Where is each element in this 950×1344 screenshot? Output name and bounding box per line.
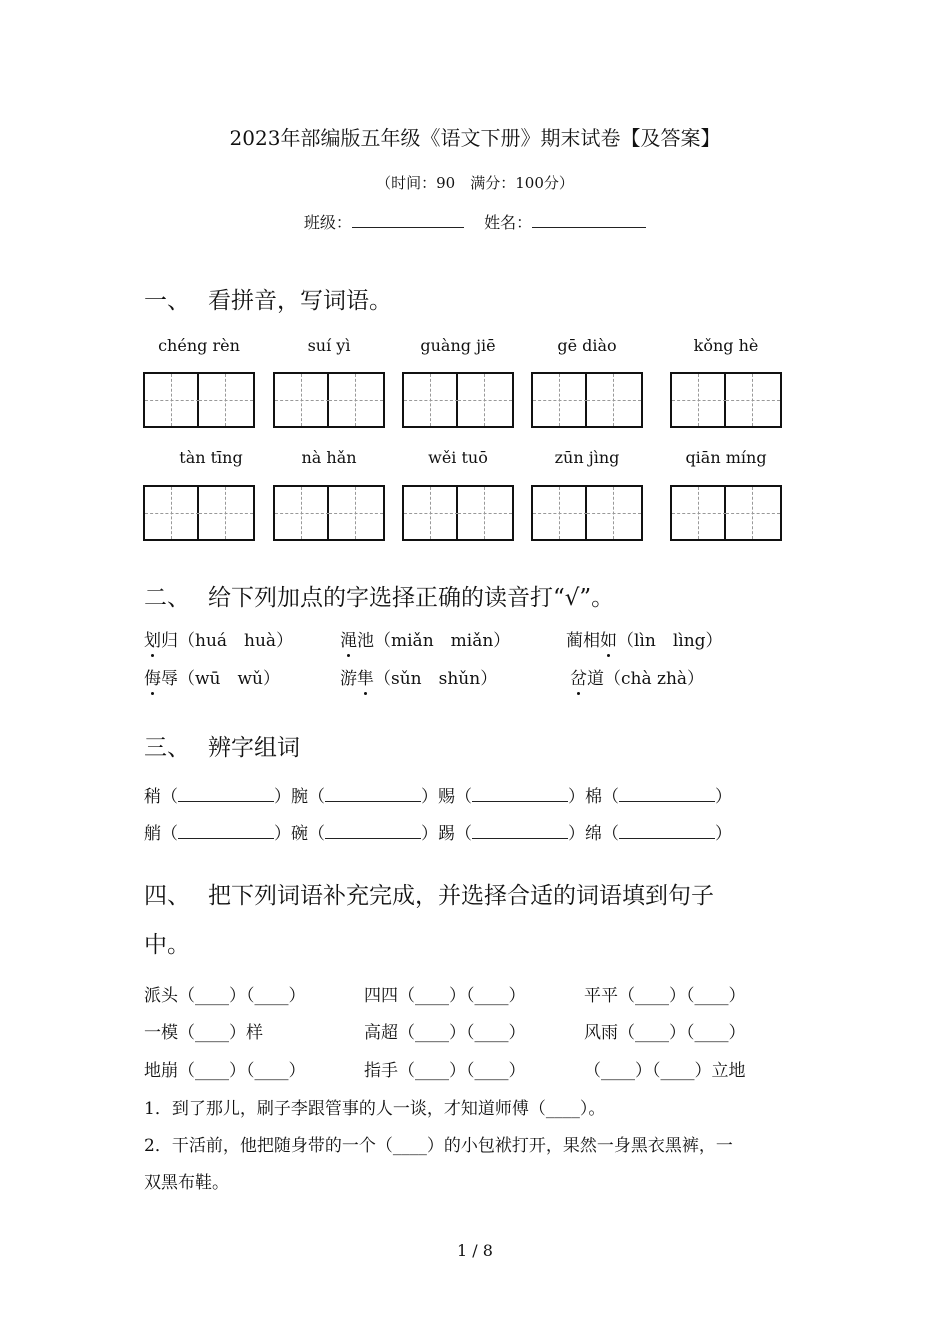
reading-item: 划归（huá huà） (144, 631, 294, 651)
pinyin-2-2: nà hǎn (301, 448, 357, 467)
reading-item: 岔道（chà zhà） (570, 669, 705, 689)
page-number: 1 / 8 (457, 1241, 493, 1260)
reading-item: 渑池（miǎn miǎn） (340, 631, 511, 651)
writing-grid[interactable] (531, 485, 643, 541)
name-label: 姓名： (484, 213, 533, 232)
word-group-row-2: 艄（ ）碗（ ）踢（ ）绵（ ） (144, 824, 732, 844)
writing-grid[interactable] (670, 485, 782, 541)
writing-grid[interactable] (273, 485, 385, 541)
idiom-item: 地崩（____）（____） (144, 1061, 306, 1081)
idiom-item: 四四（____）（____） (364, 986, 526, 1006)
answer-blank[interactable] (178, 785, 274, 802)
answer-blank[interactable] (178, 822, 274, 839)
reading-item: 侮辱（wū wǔ） (144, 669, 280, 689)
writing-grid[interactable] (531, 372, 643, 428)
writing-grid[interactable] (273, 372, 385, 428)
writing-grid[interactable] (402, 485, 514, 541)
idiom-item: 派头（____）（____） (144, 986, 306, 1006)
class-blank[interactable] (352, 211, 464, 228)
answer-blank[interactable] (472, 822, 568, 839)
pinyin-1-4: gē diào (557, 336, 617, 355)
section-4-heading: 四、 把下列词语补充完成，并选择合适的词语填到句子 (144, 883, 714, 909)
word-group-row-1: 稍（ ）腕（ ）赐（ ）棉（ ） (144, 787, 732, 807)
answer-blank[interactable] (619, 785, 715, 802)
pinyin-1-3: guàng jiē (420, 336, 496, 355)
section-1-heading: 一、 看拼音，写词语。 (144, 288, 392, 314)
answer-blank[interactable] (472, 785, 568, 802)
pinyin-1-1: chéng rèn (158, 336, 240, 355)
exam-title: 2023年部编版五年级《语文下册》期末试卷【及答案】 (229, 126, 721, 150)
idiom-item: （____）（____）立地 (584, 1061, 746, 1081)
answer-blank[interactable] (325, 822, 421, 839)
reading-item: 蔺相如（lìn lìng） (566, 631, 723, 651)
exam-time-score: （时间：90 满分：100分） (376, 174, 574, 192)
section-3-heading: 三、 辨字组词 (144, 735, 300, 761)
pinyin-2-4: zūn jìng (554, 448, 620, 467)
idiom-item: 一模（____）样 (144, 1023, 263, 1043)
answer-blank[interactable] (325, 785, 421, 802)
idiom-item: 平平（____）（____） (584, 986, 746, 1006)
idiom-item: 高超（____）（____） (364, 1023, 526, 1043)
pinyin-2-1: tàn tīng (179, 448, 243, 467)
class-name-row (0, 210, 950, 233)
section-4-heading-cont: 中。 (144, 932, 190, 958)
writing-grid[interactable] (402, 372, 514, 428)
pinyin-1-2: suí yì (307, 336, 351, 355)
pinyin-2-5: qiān míng (685, 448, 767, 467)
section-2-heading: 二、 给下列加点的字选择正确的读音打“√”。 (144, 585, 615, 611)
reading-item: 游隼（sǔn shǔn） (340, 669, 498, 689)
question-2: 2．干活前，他把随身带的一个（____）的小包袱打开，果然一身黑衣黑裤，一 (144, 1136, 733, 1156)
writing-grid[interactable] (670, 372, 782, 428)
writing-grid[interactable] (143, 485, 255, 541)
idiom-item: 风雨（____）（____） (584, 1023, 746, 1043)
question-2-cont: 双黑布鞋。 (144, 1173, 229, 1193)
pinyin-1-5: kǒng hè (693, 336, 759, 355)
answer-blank[interactable] (619, 822, 715, 839)
name-blank[interactable] (532, 211, 646, 228)
idiom-item: 指手（____）（____） (364, 1061, 526, 1081)
question-1: 1．到了那儿，刷子李跟管事的人一谈，才知道师傅（____）。 (144, 1099, 606, 1119)
writing-grid[interactable] (143, 372, 255, 428)
class-label: 班级： (303, 213, 352, 232)
pinyin-2-3: wěi tuō (428, 448, 488, 467)
